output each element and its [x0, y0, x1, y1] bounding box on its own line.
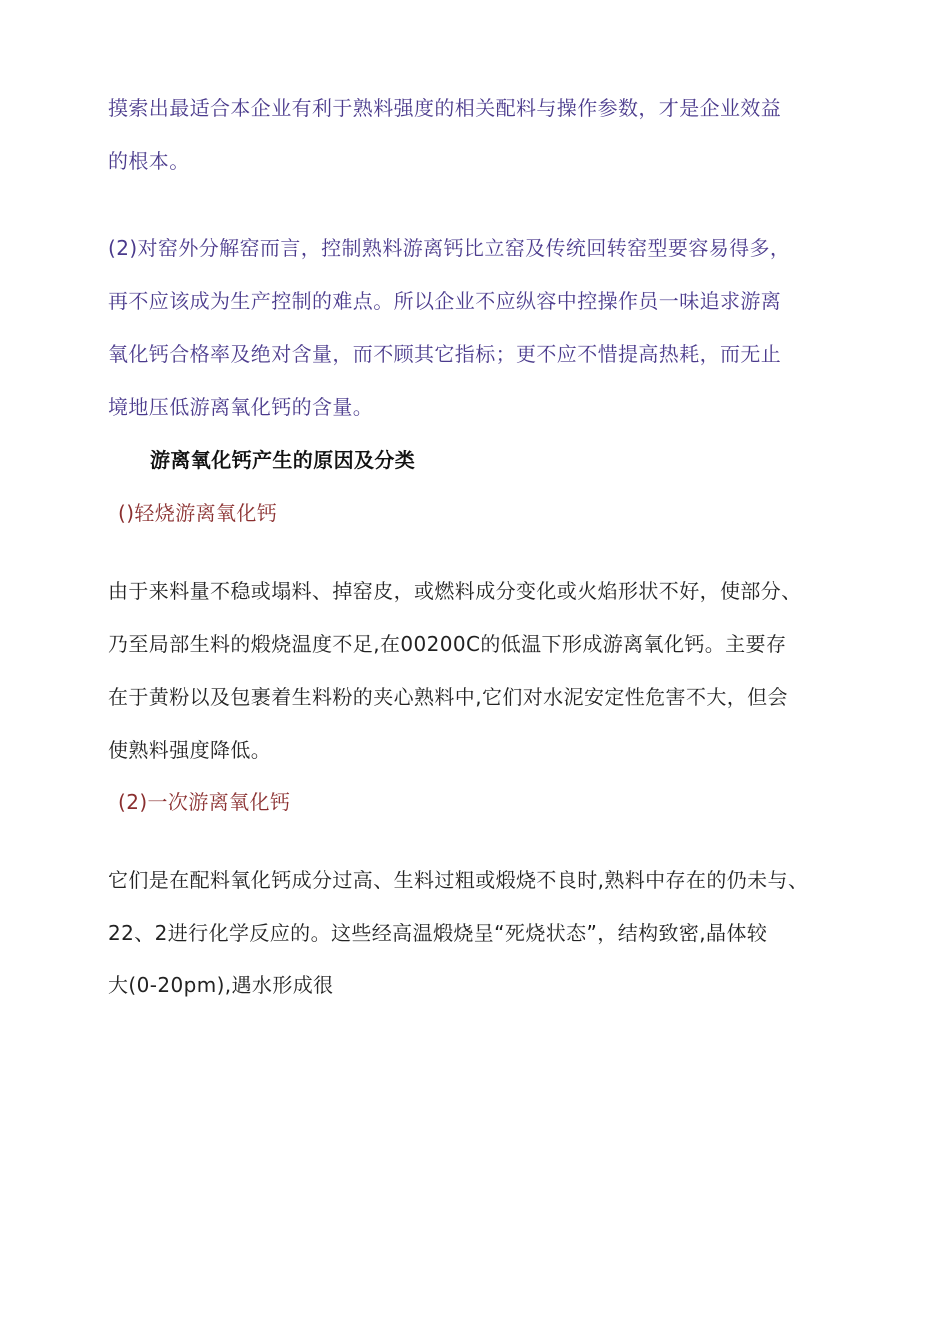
- paragraph-line: 乃至局部生料的煅烧温度不足,在00200C的低温下形成游离氧化钙。主要存: [108, 632, 787, 656]
- paragraph-line: 境地压低游离氧化钙的含量。: [108, 395, 374, 419]
- subsection-title: ()轻烧游离氧化钙: [118, 501, 278, 525]
- paragraph-line: 氧化钙合格率及绝对含量，而不顾其它指标；更不应不惜提高热耗，而无止: [108, 342, 782, 366]
- paragraph-line: 再不应该成为生产控制的难点。所以企业不应纵容中控操作员一味追求游离: [108, 289, 782, 313]
- paragraph-line: 由于来料量不稳或塌料、掉窑皮，或燃料成分变化或火焰形状不好，使部分、: [108, 579, 802, 603]
- subsection-title: (2)一次游离氧化钙: [118, 790, 291, 814]
- paragraph-line: 使熟料强度降低。: [108, 738, 272, 762]
- section-heading: 游离氧化钙产生的原因及分类: [150, 448, 416, 472]
- paragraph-line: 22、2进行化学反应的。这些经高温煅烧呈“死烧状态”，结构致密,晶体较: [108, 921, 768, 945]
- paragraph-line: 大(0-20pm),遇水形成很: [108, 973, 334, 997]
- paragraph-line: 摸索出最适合本企业有利于熟料强度的相关配料与操作参数，才是企业效益: [108, 96, 782, 120]
- paragraph-line: 在于黄粉以及包裹着生料粉的夹心熟料中,它们对水泥安定性危害不大，但会: [108, 685, 788, 709]
- paragraph-line: 它们是在配料氧化钙成分过高、生料过粗或煅烧不良时,熟料中存在的仍未与、: [108, 868, 809, 892]
- paragraph-line: (2)对窑外分解窑而言，控制熟料游离钙比立窑及传统回转窑型要容易得多，: [108, 236, 791, 260]
- paragraph-line: 的根本。: [108, 149, 190, 173]
